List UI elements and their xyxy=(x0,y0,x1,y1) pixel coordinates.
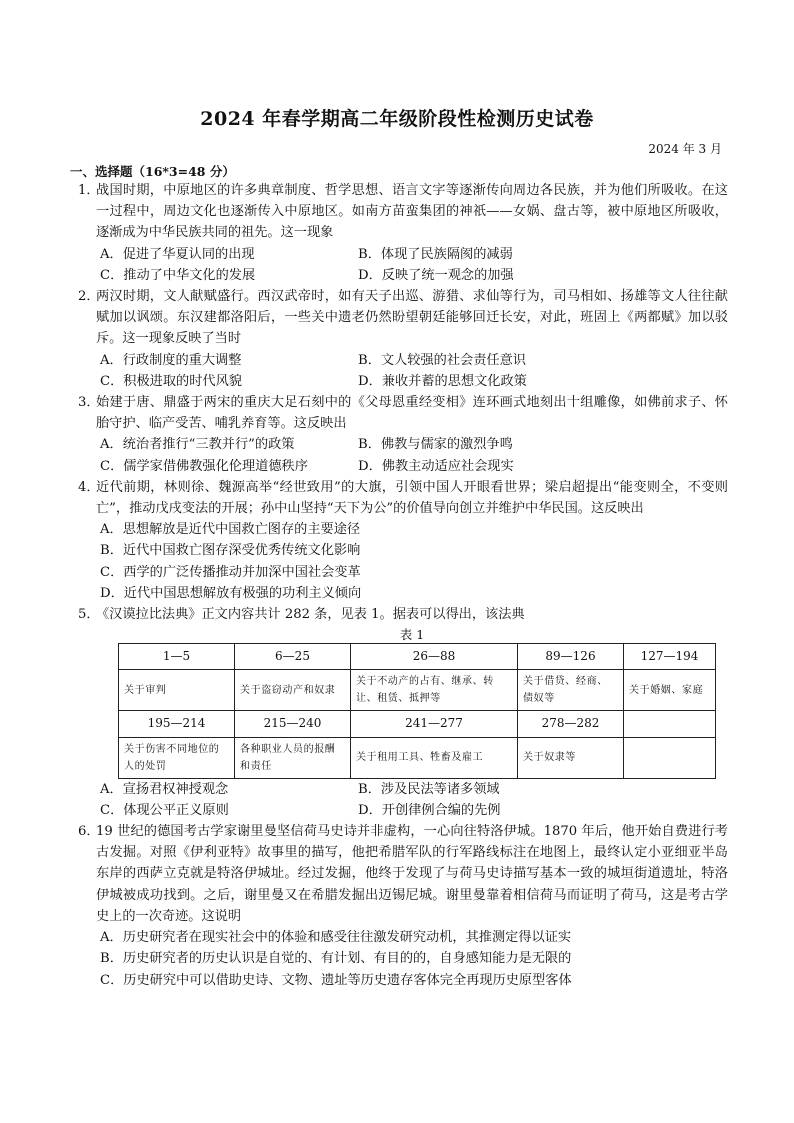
code-content-table xyxy=(118,643,716,778)
question-1 xyxy=(78,180,728,286)
table-cell xyxy=(624,737,716,778)
table-cell: 195—214 xyxy=(119,711,235,737)
option-c: C．推动了中华文化的发展 xyxy=(100,267,256,283)
question-number: 4． xyxy=(78,479,100,495)
question-stem: 《汉谟拉比法典》正文内容共计 282 条，见表 1。据表可以得出，该法典 xyxy=(96,607,525,623)
option-a: A．促进了华夏认同的出现 xyxy=(100,246,255,262)
table-cell: 关于伤害不同地位的人的处罚 xyxy=(119,737,235,778)
question-stem: 19 世纪的德国考古学家谢里曼坚信荷马史诗并非虚构，一心向往特洛伊城。1870 年后，他开始自费进行考古发掘。对照《伊利亚特》故事里的描写，他把希腊军队的行军路线标注在地图上，最终认定小亚细亚半岛东岸的西萨立克就是特洛伊城址。经过发掘，他终于发现了与荷马史诗描写基本一致的城垣街道遗址，特洛伊城被成功找到。之后，谢里曼又在希腊发掘出迈锡尼城。谢里曼靠着相信荷马而证明了荷马，这是考古学史上的一次奇迹。这说明 xyxy=(96,824,728,924)
table-cell: 关于奴隶等 xyxy=(518,737,624,778)
page-title: 2024 年春学期高二年级阶段性检测历史试卷 xyxy=(200,108,594,130)
option-group xyxy=(96,519,728,604)
table-row xyxy=(119,670,716,711)
question-stem: 近代前期，林则徐、魏源高举“经世致用”的大旗，引领中国人开眼看世界；梁启超提出“能变则全，不变则亡”，推动戊戌变法的开展；孙中山坚持“天下为公”的价值导向创立并维护中华民国。这反映出 xyxy=(96,479,728,517)
option-group xyxy=(96,434,728,476)
question-list xyxy=(78,180,728,991)
table-cell xyxy=(624,711,716,737)
option-d: D．兼收并蓄的思想文化政策 xyxy=(358,373,527,389)
option-group xyxy=(96,927,728,991)
table-row xyxy=(119,711,716,737)
option-group xyxy=(96,350,728,392)
table-cell: 1—5 xyxy=(119,644,235,670)
table-row xyxy=(119,644,716,670)
table-cell: 关于审判 xyxy=(119,670,235,711)
question-stem: 始建于唐、鼎盛于两宋的重庆大足石刻中的《父母恩重经变相》连环画式地刻出十组雕像，如佛前求子、怀胎守护、临产受苦、哺乳养育等。这反映出 xyxy=(96,395,728,432)
option-b: B．文人较强的社会责任意识 xyxy=(358,352,526,368)
question-2 xyxy=(78,286,728,392)
exam-date: 2024 年 3 月 xyxy=(648,142,722,156)
option-d: D．佛教主动适应社会现实 xyxy=(358,458,514,474)
table-cell: 26—88 xyxy=(351,644,518,670)
option-c: C．积极进取的时代风貌 xyxy=(100,373,242,389)
option-d: D．近代中国思想解放有极强的功利主义倾向 xyxy=(100,585,362,601)
option-a: A．历史研究者在现实社会中的体验和感受往往激发研究动机，其推测定得以证实 xyxy=(100,930,572,946)
table-cell: 89—126 xyxy=(518,644,624,670)
question-5 xyxy=(78,604,728,821)
question-4 xyxy=(78,477,728,604)
table-cell: 关于婚姻、家庭 xyxy=(624,670,716,711)
question-number: 6． xyxy=(78,824,100,840)
question-number: 2． xyxy=(78,289,100,305)
table-cell: 215—240 xyxy=(235,711,351,737)
option-c: C．体现公平正义原则 xyxy=(100,802,229,818)
question-number: 1． xyxy=(78,183,100,198)
table-cell: 6—25 xyxy=(235,644,351,670)
table-cell: 278—282 xyxy=(518,711,624,737)
table-cell: 各种职业人员的报酬和责任 xyxy=(235,737,351,778)
table-caption: 表 1 xyxy=(399,627,425,643)
option-b: B．近代中国救亡图存深受优秀传统文化影响 xyxy=(100,543,361,559)
question-number: 5． xyxy=(78,607,100,623)
section-heading: 一、选择题（16*3=48 分） xyxy=(70,164,235,179)
table-cell: 关于不动产的占有、继承、转让、租赁、抵押等 xyxy=(351,670,518,711)
table-cell: 关于借贷、经商、债奴等 xyxy=(518,670,624,711)
option-c: C．西学的广泛传播推动并加深中国社会变革 xyxy=(100,564,361,580)
option-b: B．历史研究者的历史认识是自觉的、有计划、有目的的，自身感知能力是无限的 xyxy=(100,951,572,967)
question-stem: 两汉时期，文人献赋盛行。西汉武帝时，如有天子出巡、游猎、求仙等行为，司马相如、扬雄等文人往往献赋加以讽颂。东汉建都洛阳后，一些关中遗老仍然盼望朝廷能够回迁长安，对此，班固上《两都赋》加以驳斥。这一现象反映了当时 xyxy=(96,289,728,347)
question-number: 3． xyxy=(78,395,100,411)
table-row xyxy=(119,737,716,778)
table-cell: 关于盗窃动产和奴隶 xyxy=(235,670,351,711)
option-a: A．统治者推行“三教并行”的政策 xyxy=(100,437,295,453)
question-stem: 战国时期，中原地区的许多典章制度、哲学思想、语言文字等逐渐传向周边各民族，并为他们所吸收。在这一过程中，周边文化也逐渐传入中原地区。如南方苗蛮集团的神祇——女娲、盘古等，被中原地区所吸收，逐渐成为中华民族共同的祖先。这一现象 xyxy=(96,183,728,241)
table-cell: 关于租用工具、牲畜及雇工 xyxy=(351,737,518,778)
question-6 xyxy=(78,821,728,991)
table-cell: 241—277 xyxy=(351,711,518,737)
option-c: C．儒学家借佛教强化伦理道德秩序 xyxy=(100,458,308,474)
option-group xyxy=(96,779,728,821)
option-a: A．行政制度的重大调整 xyxy=(100,352,242,368)
option-d: D．开创律例合编的先例 xyxy=(358,802,501,818)
question-3 xyxy=(78,392,728,477)
option-b: B．佛教与儒家的激烈争鸣 xyxy=(358,437,513,453)
table-cell: 127—194 xyxy=(624,644,716,670)
option-a: A．思想解放是近代中国救亡图存的主要途径 xyxy=(100,522,361,538)
option-group xyxy=(96,244,728,286)
option-d: D．反映了统一观念的加强 xyxy=(358,267,514,283)
option-c: C．历史研究中可以借助史诗、文物、遗址等历史遗存客体完全再现历史原型客体 xyxy=(100,972,572,988)
option-b: B．涉及民法等诸多领域 xyxy=(358,781,500,797)
option-b: B．体现了民族隔阂的减弱 xyxy=(358,246,513,262)
option-a: A．宣扬君权神授观念 xyxy=(100,781,229,797)
